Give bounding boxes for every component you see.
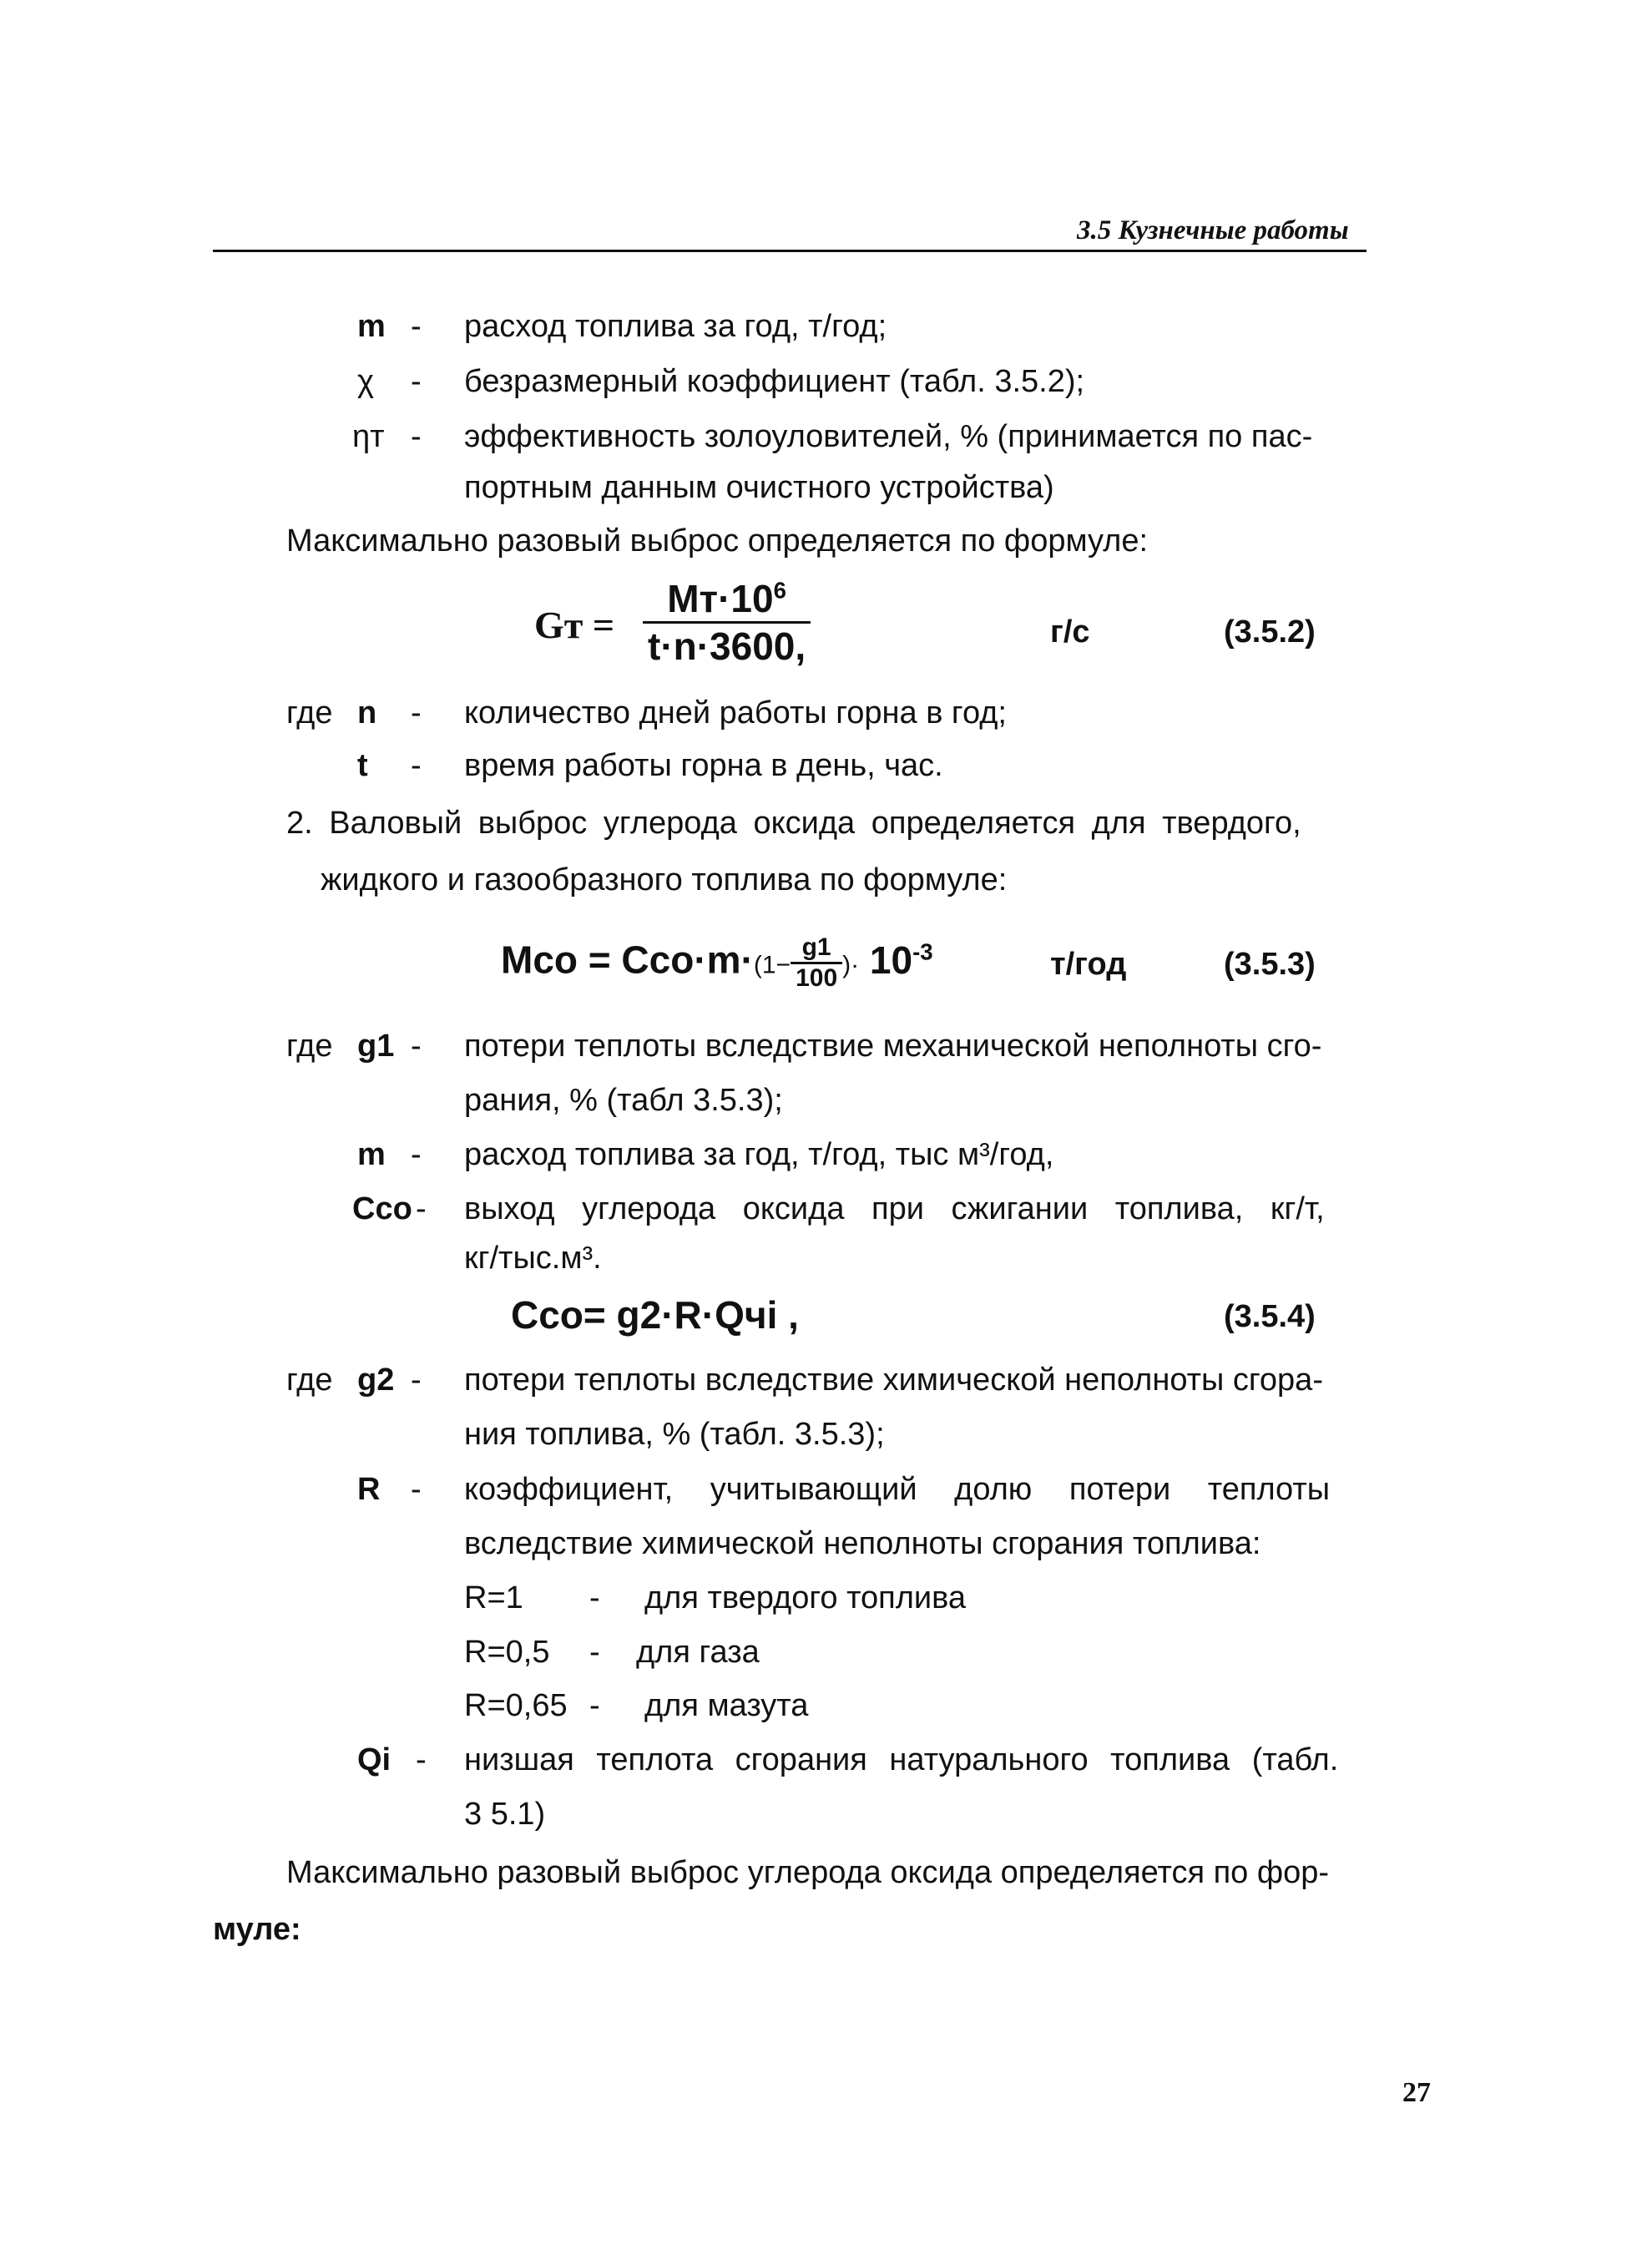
def-text-r-line2: вследствие химической неполноты сгорания топлива: — [464, 1526, 1261, 1561]
formula-3-5-2-fraction — [643, 576, 811, 669]
def-symbol-m: m — [357, 1137, 386, 1172]
def-text-chi: безразмерный коэффициент (табл. 3.5.2); — [464, 364, 1085, 399]
def-text-g1-line1: потери теплоты вследствие механической неполноты сго- — [464, 1029, 1322, 1064]
where-label: где — [286, 1363, 333, 1398]
def-text-g1-line2: рания, % (табл 3.5.3); — [464, 1083, 783, 1118]
def-dash: - — [411, 1472, 422, 1507]
def-dash: - — [411, 748, 422, 783]
def-text-m: расход топлива за год, т/год; — [464, 309, 887, 344]
def-dash: - — [416, 1742, 427, 1777]
running-header: 3.5 Кузнечные работы — [1077, 215, 1349, 245]
def-symbol-cco: Cco — [352, 1191, 412, 1226]
def-dash: - — [411, 1137, 422, 1172]
r-text-solid: для твердого топлива — [644, 1580, 967, 1615]
formula-3-5-3-number: (3.5.3) — [1224, 947, 1316, 982]
formula-3-5-3-lhs: Mco = Cco·m· — [501, 938, 754, 982]
header-rule — [213, 250, 1367, 252]
where-label: где — [286, 1029, 333, 1064]
def-symbol-n: n — [357, 695, 377, 731]
def-symbol-q: Qi — [357, 1742, 392, 1777]
r-dash: - — [589, 1580, 600, 1615]
def-dash: - — [411, 309, 422, 344]
def-dash: - — [411, 695, 422, 731]
def-symbol-chi: χ — [357, 364, 374, 399]
def-text-t: время работы горна в день, час. — [464, 748, 943, 783]
def-text-q-line2: 3 5.1) — [464, 1797, 546, 1832]
def-text-eta-line1: эффективность золоуловителей, % (принимается по пас- — [464, 419, 1313, 454]
def-symbol-eta: ηт — [352, 419, 385, 454]
r-value-gas: R=0,5 — [464, 1635, 550, 1670]
page-number: 27 — [1402, 2077, 1431, 2108]
item2-line1: 2. Валовый выброс углерода оксида определяется для твердого, — [286, 806, 1301, 841]
intro-max-emission: Максимально разовый выброс определяется по формуле: — [286, 523, 1149, 559]
formula-3-5-4-number: (3.5.4) — [1224, 1299, 1316, 1334]
item2-line2: жидкого и газообразного топлива по формуле: — [321, 862, 1008, 897]
formula-3-5-3-paren-open: (1− — [753, 951, 791, 979]
formula-3-5-2-lhs: Gт = — [534, 604, 615, 646]
def-text-q-line1: низшая теплота сгорания натурального топлива (табл. — [464, 1742, 1339, 1777]
formula-3-5-3-power: $10^{-3}$ — [869, 938, 933, 982]
formula-3-5-2-number: (3.5.2) — [1224, 614, 1316, 650]
formula-3-5-2-unit: г/с — [1050, 614, 1090, 650]
r-dash: - — [589, 1688, 600, 1723]
def-dash: - — [416, 1191, 427, 1226]
r-value-mazut: R=0,65 — [464, 1688, 568, 1723]
def-symbol-m: m — [357, 309, 386, 344]
outro-line2: муле: — [213, 1912, 301, 1947]
def-text-g2-line2: ния топлива, % (табл. 3.5.3); — [464, 1417, 885, 1452]
formula-3-5-3 — [501, 933, 933, 993]
formula-3-5-3-fraction: $\frac{g1}{100}$ — [791, 933, 842, 993]
def-text-r-line1: коэффициент, учитывающий долю потери теплоты — [464, 1472, 1331, 1507]
def-symbol-g1: g1 — [357, 1029, 395, 1064]
def-text-m2: расход топлива за год, т/год, тыс м³/год, — [464, 1137, 1054, 1172]
formula-3-5-4: Cco= g2·R·Qчi , — [511, 1293, 799, 1337]
def-text-g2-line1: потери теплоты вследствие химической неполноты сгора- — [464, 1363, 1323, 1398]
def-text-cco-line1: выход углерода оксида при сжигании топлива, кг/т, — [464, 1191, 1325, 1226]
where-label: где — [286, 695, 333, 731]
def-dash: - — [411, 1029, 422, 1064]
def-text-cco-line2: кг/тыс.м³. — [464, 1241, 602, 1276]
formula-3-5-3-unit: т/год — [1050, 947, 1127, 982]
def-symbol-t: t — [357, 748, 368, 783]
def-symbol-r: R — [357, 1472, 381, 1507]
formula-3-5-3-paren-close: )· — [842, 951, 860, 979]
def-symbol-g2: g2 — [357, 1363, 395, 1398]
def-text-eta-line2: портным данным очистного устройства) — [464, 470, 1054, 505]
r-text-mazut: для мазута — [644, 1688, 809, 1723]
def-dash: - — [411, 419, 422, 454]
def-text-n: количество дней работы горна в год; — [464, 695, 1007, 731]
r-text-gas: для газа — [636, 1635, 760, 1670]
def-dash: - — [411, 364, 422, 399]
def-dash: - — [411, 1363, 422, 1398]
r-dash: - — [589, 1635, 600, 1670]
formula-3-5-2-denominator: t·n·3600, — [648, 624, 806, 668]
formula-3-5-2-numerator: $Mт\cdot 10^6$ — [643, 576, 811, 624]
outro-line1: Максимально разовый выброс углерода оксида определяется по фор- — [286, 1855, 1330, 1890]
r-value-solid: R=1 — [464, 1580, 523, 1615]
